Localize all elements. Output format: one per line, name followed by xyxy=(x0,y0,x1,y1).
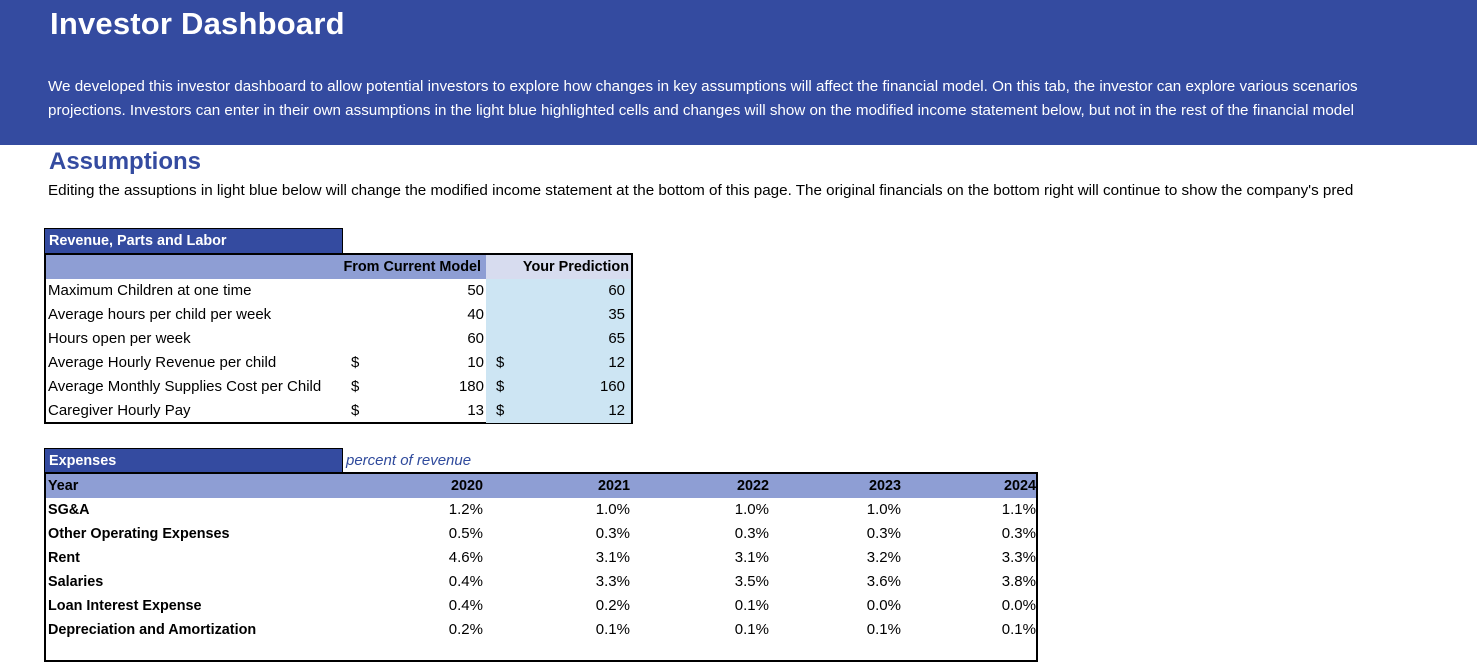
expenses-table-title: Expenses xyxy=(44,448,343,474)
revenue-table-body xyxy=(46,279,631,423)
expense-value: 0.5% xyxy=(448,525,483,542)
expense-value: 3.3% xyxy=(595,573,630,590)
expense-value: 3.1% xyxy=(734,549,769,566)
expense-value: 0.1% xyxy=(734,621,769,638)
expense-row-label: SG&A xyxy=(48,502,90,518)
expense-row xyxy=(46,618,1036,642)
expense-value: 4.6% xyxy=(448,549,483,566)
expense-row-label: Depreciation and Amortization xyxy=(48,622,257,638)
revenue-table-title: Revenue, Parts and Labor xyxy=(44,228,343,254)
current-currency-symbol: $ xyxy=(351,402,360,419)
revenue-row xyxy=(46,399,631,423)
current-currency-symbol xyxy=(351,303,371,327)
expense-row-label: Salaries xyxy=(48,574,104,590)
current-model-value: 180 xyxy=(458,378,484,395)
banner-description-line-1: We developed this investor dashboard to allow potential investors to explore how changes in key assumptions will affect the financial model. On this tab, the investor can explore various scenarios xyxy=(48,78,1358,95)
expense-row xyxy=(46,498,1036,522)
expense-value: 3.6% xyxy=(866,573,901,590)
expenses-table-body xyxy=(46,498,1036,642)
prediction-value: 65 xyxy=(608,330,625,347)
expense-value: 0.3% xyxy=(866,525,901,542)
prediction-currency-symbol: $ xyxy=(496,354,505,371)
expense-value: 0.1% xyxy=(595,621,630,638)
prediction-value: 12 xyxy=(608,354,625,371)
revenue-row xyxy=(46,351,631,375)
prediction-value: 60 xyxy=(608,282,625,299)
prediction-cell[interactable] xyxy=(486,327,631,351)
expense-value: 3.5% xyxy=(734,573,769,590)
year-header-2024: 2024 xyxy=(1003,478,1036,494)
current-currency-symbol xyxy=(351,327,371,351)
expense-row-label: Other Operating Expenses xyxy=(48,526,230,542)
banner-description xyxy=(48,75,1358,123)
expense-value: 3.8% xyxy=(1001,573,1036,590)
current-model-value: 13 xyxy=(467,402,484,419)
expenses-table-header-row xyxy=(46,474,1036,498)
banner-description-line-2: projections. Investors can enter in their own assumptions in the light blue highlighted cells and changes will show on the modified income statement below, but not in the rest of the financial model xyxy=(48,102,1355,119)
expense-value: 3.2% xyxy=(866,549,901,566)
prediction-cell[interactable] xyxy=(486,375,631,399)
expense-value: 1.2% xyxy=(448,501,483,518)
expense-value: 0.2% xyxy=(595,597,630,614)
revenue-row-label: Average Hourly Revenue per child xyxy=(48,354,277,371)
year-header-2020: 2020 xyxy=(450,478,483,494)
revenue-table-header-row xyxy=(46,255,631,279)
expense-value: 0.1% xyxy=(1001,621,1036,638)
expense-value: 0.3% xyxy=(595,525,630,542)
dashboard-banner xyxy=(0,0,1477,145)
expense-row xyxy=(46,522,1036,546)
year-header-2023: 2023 xyxy=(868,478,901,494)
expense-value: 0.1% xyxy=(866,621,901,638)
expenses-table xyxy=(44,472,1038,662)
expense-value: 1.1% xyxy=(1001,501,1036,518)
expense-value: 0.3% xyxy=(734,525,769,542)
revenue-row xyxy=(46,375,631,399)
expense-value: 0.4% xyxy=(448,573,483,590)
prediction-cell[interactable] xyxy=(486,279,631,303)
year-header-2021: 2021 xyxy=(597,478,630,494)
page-title: Investor Dashboard xyxy=(50,6,345,41)
percent-of-revenue-note: percent of revenue xyxy=(346,452,472,469)
revenue-row-label: Average hours per child per week xyxy=(48,306,272,323)
current-currency-symbol: $ xyxy=(351,354,360,371)
expense-value: 0.3% xyxy=(1001,525,1036,542)
revenue-row xyxy=(46,279,631,303)
expense-row xyxy=(46,546,1036,570)
current-model-value: 40 xyxy=(467,306,484,323)
prediction-cell[interactable] xyxy=(486,303,631,327)
expense-value: 3.1% xyxy=(595,549,630,566)
current-model-value: 10 xyxy=(467,354,484,371)
current-currency-symbol xyxy=(351,279,371,303)
prediction-value: 160 xyxy=(599,378,625,395)
prediction-value: 12 xyxy=(608,402,625,419)
prediction-currency-symbol: $ xyxy=(496,402,505,419)
revenue-table xyxy=(44,253,633,424)
expense-value: 1.0% xyxy=(734,501,769,518)
revenue-row-label: Caregiver Hourly Pay xyxy=(48,402,191,419)
expense-value: 0.1% xyxy=(734,597,769,614)
prediction-value: 35 xyxy=(608,306,625,323)
year-label: Year xyxy=(48,478,79,494)
assumptions-title: Assumptions xyxy=(49,148,202,175)
prediction-cell[interactable] xyxy=(486,399,631,423)
year-header-2022: 2022 xyxy=(736,478,769,494)
current-currency-symbol: $ xyxy=(351,378,360,395)
current-model-value: 60 xyxy=(467,330,484,347)
expense-value: 1.0% xyxy=(595,501,630,518)
revenue-row-label: Maximum Children at one time xyxy=(48,282,252,299)
expense-value: 3.3% xyxy=(1001,549,1036,566)
current-model-value: 50 xyxy=(467,282,484,299)
prediction-currency-symbol: $ xyxy=(496,378,505,395)
assumptions-description: Editing the assuptions in light blue below will change the modified income statement at the bottom of this page. The original financials on the bottom right will continue to show the company's pred xyxy=(48,182,1354,199)
expense-value: 0.0% xyxy=(866,597,901,614)
revenue-row xyxy=(46,303,631,327)
expense-value: 1.0% xyxy=(866,501,901,518)
revenue-row-label: Hours open per week xyxy=(48,330,191,347)
revenue-row xyxy=(46,327,631,351)
expense-row xyxy=(46,570,1036,594)
expense-row xyxy=(46,594,1036,618)
expense-value: 0.4% xyxy=(448,597,483,614)
expense-value: 0.2% xyxy=(448,621,483,638)
expense-value: 0.0% xyxy=(1001,597,1036,614)
col-header-current-model: From Current Model xyxy=(343,259,481,275)
expense-row-label: Rent xyxy=(48,550,80,566)
revenue-row-label: Average Monthly Supplies Cost per Child xyxy=(48,378,322,395)
expense-row-label: Loan Interest Expense xyxy=(48,598,202,614)
prediction-cell[interactable] xyxy=(486,351,631,375)
col-header-your-prediction: Your Prediction xyxy=(486,255,631,279)
